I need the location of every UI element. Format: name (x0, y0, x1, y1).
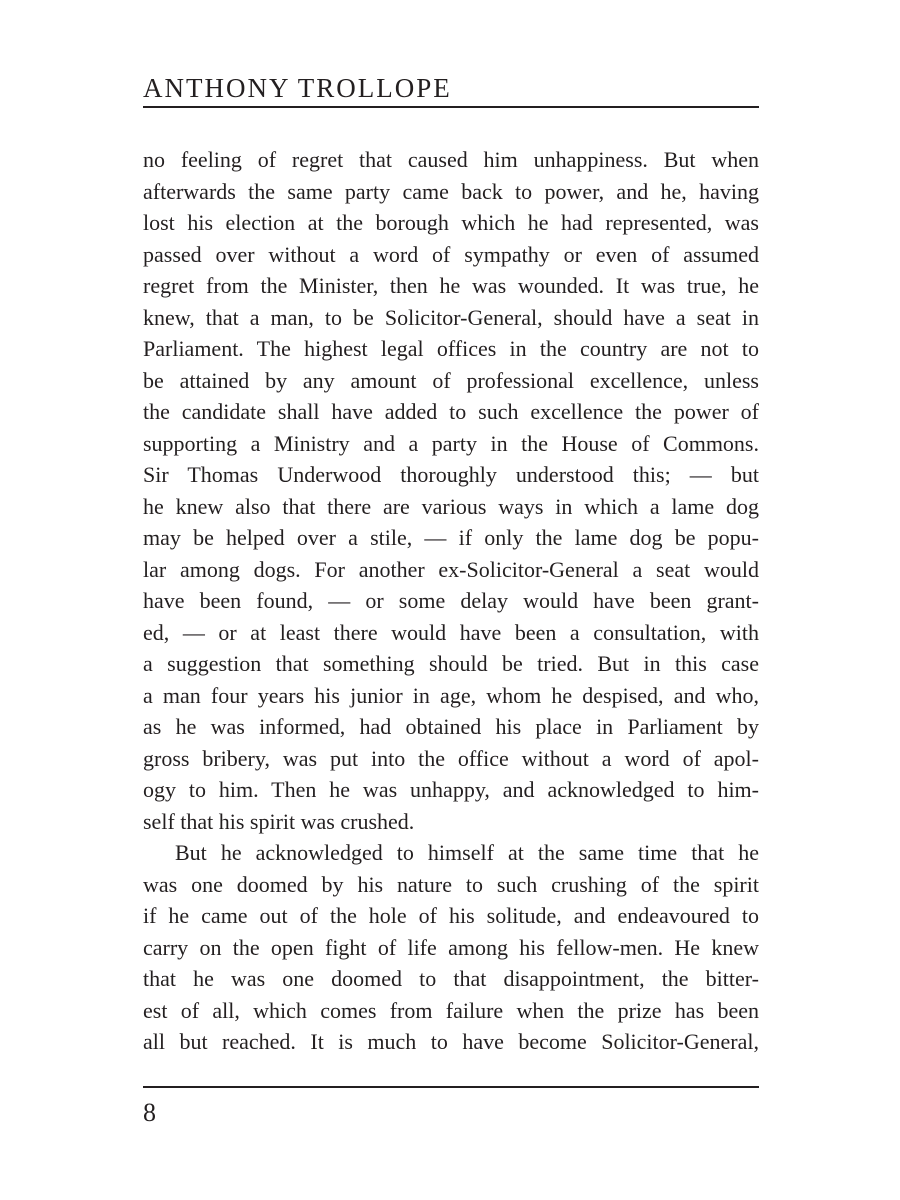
text-line: have been found, — or some delay would have been grant- (143, 588, 759, 613)
paragraph-end-line: self that his spirit was crushed. (143, 808, 415, 834)
text-line: afterwards the same party came back to power, and he, having (143, 178, 759, 204)
text-line: be attained by any amount of professional excellence, unless (143, 367, 759, 393)
text-line: no feeling of regret that caused him unhappiness. But when (143, 147, 759, 172)
text-line: he knew also that there are various ways in which a lame dog (143, 493, 759, 519)
text-line: that he was one doomed to that disappointment, the bitter- (143, 966, 759, 991)
text-line: as he was informed, had obtained his place in Parliament by (143, 714, 759, 739)
text-line: was one doomed by his nature to such crushing of the spirit (143, 871, 759, 897)
text-line: a man four years his junior in age, whom he despised, and who, (143, 682, 759, 708)
text-line: est of all, which comes from failure when the prize has been (143, 997, 759, 1023)
text-line: Parliament. The highest legal offices in the country are not to (143, 336, 759, 361)
text-line: may be helped over a stile, — if only the lame dog be popu- (143, 525, 759, 550)
text-line: ed, — or at least there would have been a consultation, with (143, 619, 759, 645)
text-line: all but reached. It is much to have become Solicitor-General, (143, 1029, 759, 1054)
text-line: knew, that a man, to be Solicitor-General, should have a seat in (143, 304, 759, 330)
text-line: lost his election at the borough which he had represented, was (143, 210, 759, 235)
text-line: if he came out of the hole of his solitude, and endeavoured to (143, 903, 759, 928)
footer-rule (143, 1086, 759, 1088)
text-line: passed over without a word of sympathy or even of assumed (143, 241, 759, 267)
text-line: lar among dogs. For another ex-Solicitor-General a seat would (143, 556, 759, 582)
text-line: Sir Thomas Underwood thoroughly understood this; — but (143, 462, 759, 487)
text-line: regret from the Minister, then he was wounded. It was true, he (143, 273, 759, 298)
text-line: a suggestion that something should be tried. But in this case (143, 651, 759, 676)
text-line: gross bribery, was put into the office without a word of apol- (143, 745, 759, 771)
paragraph-start-line: But he acknowledged to himself at the same time that he (175, 840, 759, 865)
text-line: the candidate shall have added to such excellence the power of (143, 399, 759, 424)
text-line: carry on the open fight of life among his fellow-men. He knew (143, 934, 759, 960)
text-line: ogy to him. Then he was unhappy, and acknowledged to him- (143, 777, 759, 802)
header-rule (143, 106, 759, 108)
page-number: 8 (143, 1098, 156, 1127)
running-head-title: ANTHONY TROLLOPE (143, 73, 452, 103)
text-line: supporting a Ministry and a party in the House of Commons. (143, 430, 759, 456)
body-text (143, 144, 759, 1058)
